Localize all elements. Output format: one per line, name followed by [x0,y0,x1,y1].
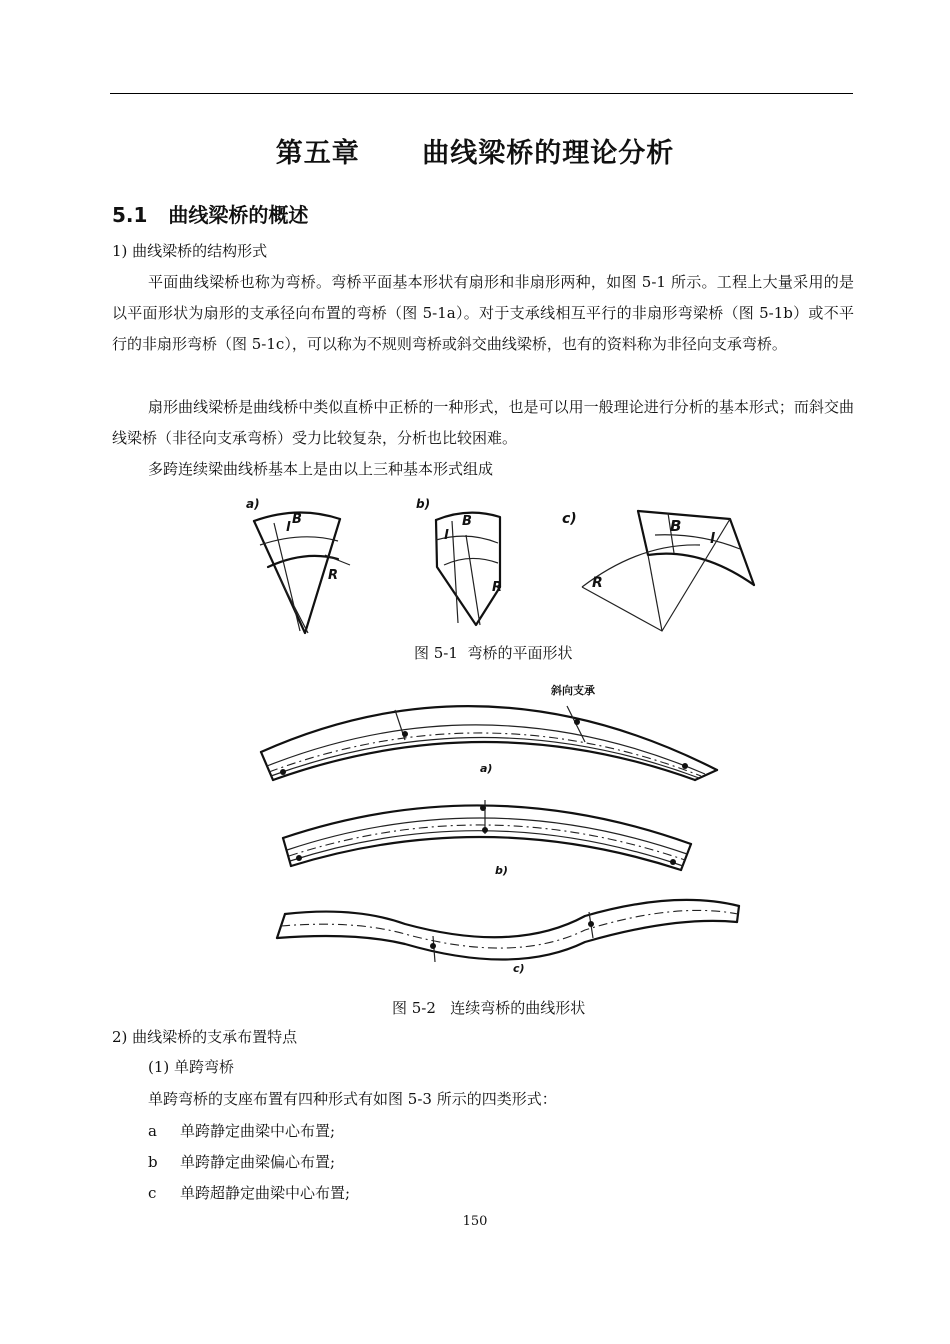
fig2-annotation: 斜向支承 [551,684,595,697]
fig2-label-c: c) [513,962,525,975]
fig1-a-l: l [286,520,291,535]
figure-5-1 [230,495,770,640]
fig2-label-b: b) [495,864,508,877]
figure-5-1a [246,497,350,633]
figure-5-2c [277,900,739,975]
header-rule [110,93,853,94]
fig1-label-c: c) [562,511,577,527]
figure-5-1-caption: 图 5-1 弯桥的平面形状 [414,644,573,662]
fig1-b-R: R [492,580,503,595]
list-item-marker: a [148,1122,157,1140]
list-item: 单跨超静定曲梁中心布置; [180,1184,351,1202]
fig1-b-B: B [462,514,472,529]
list-item: 单跨静定曲梁偏心布置; [180,1153,336,1171]
fig2-label-a: a) [480,762,493,775]
item-1-heading: 1) 曲线梁桥的结构形式 [112,242,268,260]
paragraph-2: 扇形曲线梁桥是曲线桥中类似直桥中正桥的一种形式，也是可以用一般理论进行分析的基本形式；而斜交曲线梁桥（非径向支承弯桥）受力比较复杂，分析也比较困难。 [112,398,854,447]
paragraph-1: 平面曲线梁桥也称为弯桥。弯桥平面基本形状有扇形和非扇形两种，如图 5-1 所示。工程上大量采用的是以平面形状为扇形的支承径向布置的弯桥（图 5-1a）。对于支承线相互平行的非扇形弯梁桥（图 5-1b）或不平行的非扇形弯桥（图 5-1c），可以称为不规则弯桥或斜交曲线梁桥，也有的资料称为非径向支承弯桥。 [112,273,854,353]
figure-5-2b [283,800,691,877]
item-2-heading: 2) 曲线梁桥的支承布置特点 [112,1028,298,1046]
figure-5-2-caption: 图 5-2 连续弯桥的曲线形状 [392,999,586,1017]
sub-1-intro: 单跨弯桥的支座布置有四种形式有如图 5-3 所示的四类形式： [148,1090,557,1108]
fig1-c-B: B [670,517,682,535]
fig1-label-b: b) [416,497,431,511]
paragraph-3: 多跨连续梁曲线桥基本上是由以上三种基本形式组成 [148,460,494,478]
figure-5-2a [261,683,717,780]
list-item-marker: c [148,1184,157,1202]
list-item: 单跨静定曲梁中心布置; [180,1122,336,1140]
fig1-a-R: R [328,568,339,583]
list-item-marker: b [148,1153,158,1171]
page-number: 150 [462,1214,488,1229]
figure-5-2 [255,680,750,980]
fig1-b-l: l [444,528,449,543]
fig1-label-a: a) [246,497,260,511]
fig1-a-B: B [292,512,302,527]
fig1-c-R: R [592,575,603,591]
chapter-title: 第五章 曲线梁桥的理论分析 [275,138,675,169]
figure-5-1c [562,511,754,631]
sub-1-heading: (1) 单跨弯桥 [148,1058,235,1076]
section-title: 5.1 曲线梁桥的概述 [112,203,309,227]
fig1-c-l: l [710,531,715,547]
figure-5-1b [416,497,502,625]
